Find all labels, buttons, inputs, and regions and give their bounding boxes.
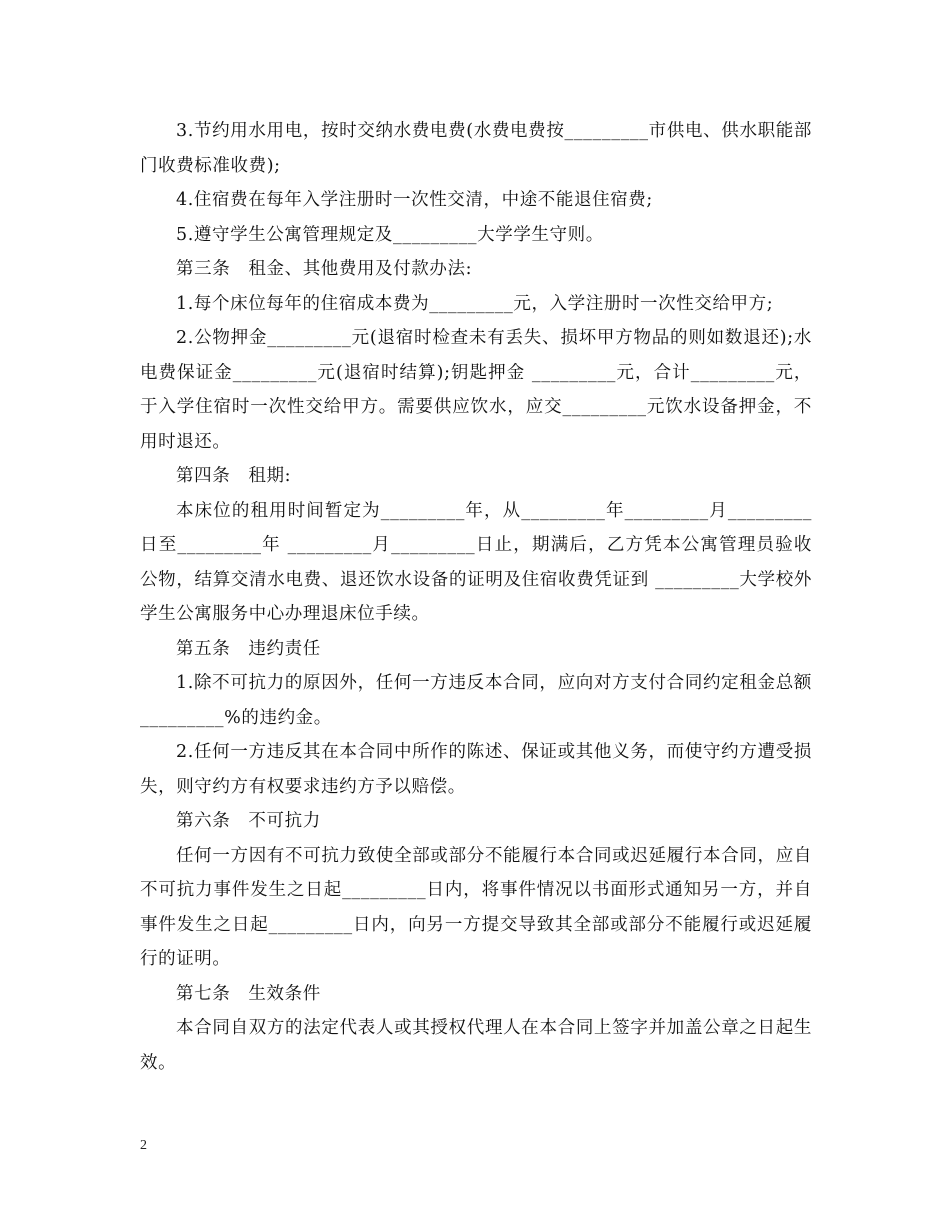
article-6-body: 任何一方因有不可抗力致使全部或部分不能履行本合同或迟延履行本合同，应自不可抗力事件发生之日起_________日内，将事件情况以书面形式通知另一方，并自事件发生之日起_________日内，向另一方提交导致其全部或部分不能履行或迟延履行的证明。 <box>140 845 812 969</box>
article-4-heading: 第四条 租期: <box>176 466 292 486</box>
article-3-item-2: 2.公物押金_________元(退宿时检查未有丢失、损坏甲方物品的则如数退还);水电费保证金_________元(退宿时结算);钥匙押金 _________元，合计_________元，于入学住宿时一次性交给甲方。需要供应饮水，应交_________元饮水设备押金，不用时退还。 <box>140 328 812 452</box>
article-7-heading: 第七条 生效条件 <box>176 983 321 1004</box>
clause-3-3: 3.节约用水用电，按时交纳水费电费(水费电费按_________市供电、供水职能部门收费标准收费); <box>140 121 812 176</box>
document-body <box>140 114 812 1080</box>
article-3-item-1: 1.每个床位每年的住宿成本费为_________元，入学注册时一次性交给甲方; <box>176 293 774 314</box>
article-4-body: 本床位的租用时间暂定为_________年，从_________年_________月_________日至_________年 _________月_________日止，期满后，乙方凭本公寓管理员验收公物，结算交清水电费、退还饮水设备的证明及住宿收费凭证到 _________大学校外学生公寓服务中心办理退床位手续。 <box>140 500 812 624</box>
article-7-body: 本合同自双方的法定代表人或其授权代理人在本合同上签字并加盖公章之日起生效。 <box>140 1018 812 1073</box>
article-5-item-2: 2.任何一方违反其在本合同中所作的陈述、保证或其他义务，而使守约方遭受损失，则守约方有权要求违约方予以赔偿。 <box>140 742 812 797</box>
article-6-heading: 第六条 不可抗力 <box>176 811 321 831</box>
clause-3-4: 4.住宿费在每年入学注册时一次性交清，中途不能退住宿费; <box>176 190 653 210</box>
article-5-heading: 第五条 违约责任 <box>176 638 321 659</box>
page-number: 2 <box>140 1138 147 1153</box>
article-3-heading: 第三条 租金、其他费用及付款办法: <box>176 259 473 279</box>
article-5-item-1: 1.除不可抗力的原因外，任何一方违反本合同，应向对方支付合同约定租金总额_________%的违约金。 <box>140 673 812 728</box>
clause-3-5: 5.遵守学生公寓管理规定及_________大学学生守则。 <box>176 224 604 245</box>
